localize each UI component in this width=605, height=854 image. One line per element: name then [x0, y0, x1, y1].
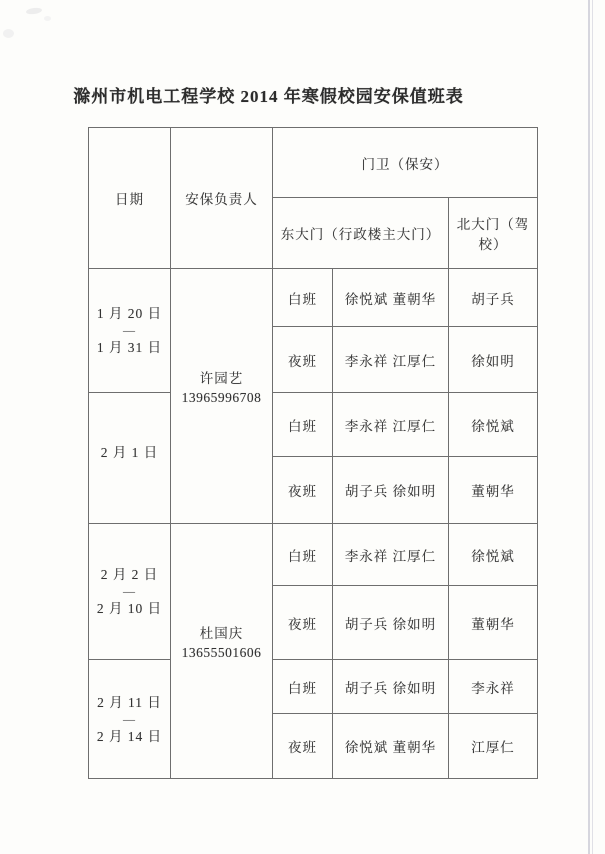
date-start: 1 月 20 日	[96, 306, 163, 321]
east-gate-cell: 徐悦斌 董朝华	[333, 714, 449, 779]
north-gate-cell: 徐悦斌	[449, 393, 538, 457]
east-gate-cell: 李永祥 江厚仁	[333, 393, 449, 457]
date-range-dash: —	[123, 584, 136, 598]
shift-cell: 夜班	[273, 327, 333, 393]
header-cell-lead: 安保负责人	[171, 128, 273, 269]
shift-cell: 白班	[273, 269, 333, 327]
date-start: 2 月 11 日	[97, 694, 162, 710]
date-range-dash: —	[123, 711, 136, 726]
north-gate-cell: 董朝华	[449, 586, 538, 660]
shift-cell: 白班	[273, 524, 333, 586]
north-gate-cell: 胡子兵	[449, 269, 538, 327]
scan-artifact	[44, 16, 51, 21]
date-cell-group4	[89, 660, 171, 779]
east-gate-cell: 徐悦斌 董朝华	[333, 269, 449, 327]
shift-cell: 白班	[273, 393, 333, 457]
lead-phone: 13965996708	[181, 390, 262, 405]
duty-schedule-table	[88, 127, 538, 779]
lead-name: 许园艺	[199, 371, 244, 386]
east-gate-cell: 胡子兵 徐如明	[333, 660, 449, 714]
date-cell-group3	[89, 524, 171, 660]
scan-artifact	[26, 7, 43, 15]
north-gate-cell: 董朝华	[449, 457, 538, 524]
date-end: 1 月 31 日	[96, 340, 163, 355]
lead-phone: 13655501606	[181, 645, 262, 660]
header-cell-guard: 门卫（保安）	[273, 128, 538, 198]
date-start: 2 月 2 日	[100, 567, 159, 582]
date-range-dash: —	[123, 323, 136, 337]
date-cell-group1	[89, 269, 171, 393]
page-edge-line	[592, 0, 593, 854]
scan-artifact	[3, 29, 14, 38]
header-cell-east-gate: 东大门（行政楼主大门）	[273, 198, 449, 269]
header-cell-date: 日期	[89, 128, 171, 269]
shift-cell: 白班	[273, 660, 333, 714]
east-gate-cell: 李永祥 江厚仁	[333, 327, 449, 393]
page-edge-line	[588, 0, 590, 854]
north-gate-cell: 徐如明	[449, 327, 538, 393]
north-gate-cell: 江厚仁	[449, 714, 538, 779]
date-cell-group2	[89, 393, 171, 524]
lead-cell-group1	[171, 269, 273, 524]
header-cell-north-gate: 北大门（驾校）	[449, 198, 538, 269]
north-gate-cell: 李永祥	[449, 660, 538, 714]
shift-cell: 夜班	[273, 714, 333, 779]
east-gate-cell: 李永祥 江厚仁	[333, 524, 449, 586]
shift-cell: 夜班	[273, 457, 333, 524]
east-gate-cell: 胡子兵 徐如明	[333, 457, 449, 524]
shift-cell: 夜班	[273, 586, 333, 660]
lead-name: 杜国庆	[199, 626, 244, 641]
lead-cell-group2	[171, 524, 273, 779]
date-end: 2 月 14 日	[96, 728, 163, 744]
date-start: 2 月 1 日	[100, 444, 159, 460]
east-gate-cell: 胡子兵 徐如明	[333, 586, 449, 660]
date-end: 2 月 10 日	[96, 601, 163, 616]
document-title: 滁州市机电工程学校 2014 年寒假校园安保值班表	[73, 87, 464, 106]
north-gate-cell: 徐悦斌	[449, 524, 538, 586]
